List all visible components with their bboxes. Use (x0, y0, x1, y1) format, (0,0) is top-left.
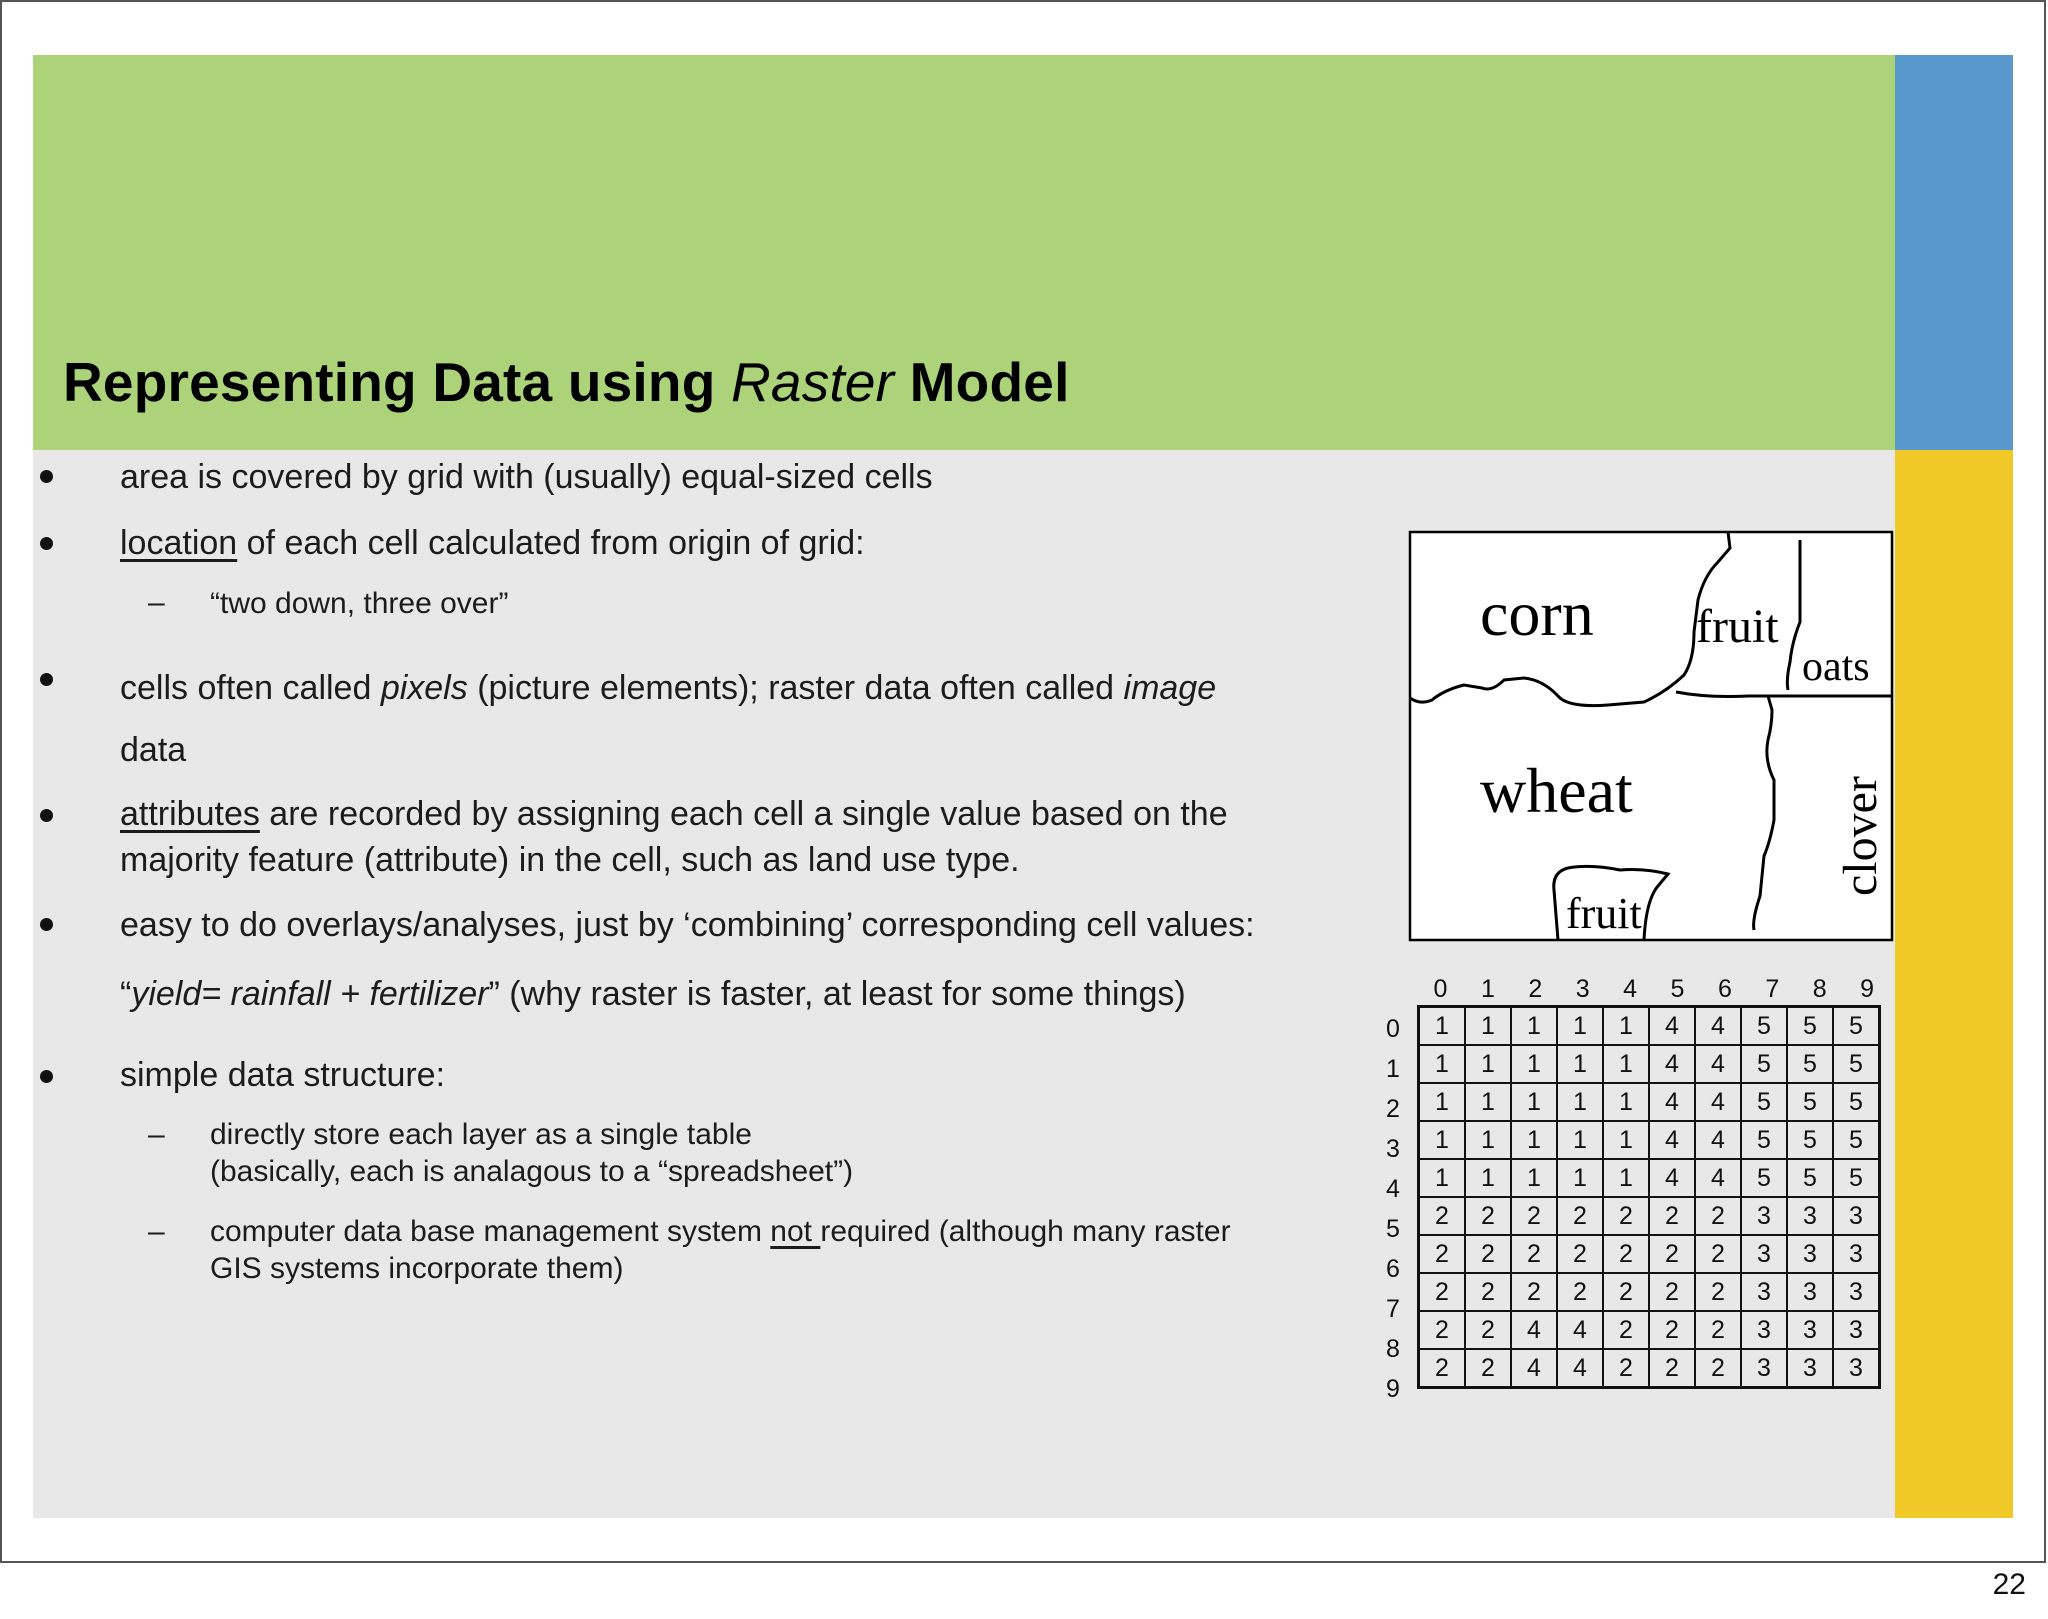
raster-cell: 2 (1465, 1197, 1511, 1235)
bullet-pixels (120, 666, 1216, 711)
raster-cell: 1 (1465, 1121, 1511, 1159)
raster-cell: 4 (1511, 1349, 1557, 1388)
attributes-term: attributes (120, 795, 260, 833)
raster-cell: 4 (1649, 1007, 1695, 1046)
raster-cell: 1 (1511, 1121, 1557, 1159)
bullet-attributes-line2: majority feature (attribute) in the cell, such as land use type. (120, 841, 1020, 879)
raster-cell: 2 (1695, 1235, 1741, 1273)
label-corn: corn (1480, 578, 1594, 649)
raster-row (1419, 1045, 1880, 1083)
raster-cell: 4 (1649, 1159, 1695, 1197)
raster-cell: 2 (1603, 1235, 1649, 1273)
sub-dash: – (148, 1118, 165, 1151)
raster-cell: 2 (1603, 1311, 1649, 1349)
row-header: 2 (1386, 1095, 1400, 1123)
raster-cell: 5 (1833, 1045, 1880, 1083)
sub-dbms-text-a: computer data base management system (210, 1215, 771, 1248)
raster-cell: 5 (1833, 1083, 1880, 1121)
raster-cell: 5 (1741, 1159, 1787, 1197)
raster-cell: 4 (1695, 1121, 1741, 1159)
raster-cell: 4 (1649, 1121, 1695, 1159)
raster-cell: 2 (1603, 1349, 1649, 1388)
column-header: 7 (1765, 975, 1780, 1003)
raster-cell: 2 (1419, 1235, 1466, 1273)
raster-cell: 5 (1741, 1007, 1787, 1046)
raster-cell: 2 (1511, 1235, 1557, 1273)
raster-cell: 3 (1741, 1273, 1787, 1311)
raster-cell: 5 (1741, 1121, 1787, 1159)
column-header: 6 (1717, 975, 1732, 1003)
raster-cell: 5 (1787, 1083, 1833, 1121)
raster-cell: 1 (1603, 1007, 1649, 1046)
bullet-dot (40, 1070, 53, 1083)
column-header: 2 (1528, 975, 1543, 1003)
column-header: 1 (1480, 975, 1495, 1003)
bullet-dot (40, 918, 53, 931)
raster-cell: 3 (1833, 1273, 1880, 1311)
raster-row (1419, 1197, 1880, 1235)
raster-cell: 1 (1419, 1159, 1466, 1197)
sub-two-down: “two down, three over” (210, 587, 509, 620)
column-header: 3 (1575, 975, 1590, 1003)
sub-dbms-line2: GIS systems incorporate them) (210, 1252, 624, 1285)
raster-cell: 1 (1557, 1159, 1603, 1197)
raster-cell: 2 (1419, 1311, 1466, 1349)
land-use-map (1408, 530, 1894, 942)
raster-cell: 4 (1695, 1083, 1741, 1121)
column-header: 4 (1623, 975, 1638, 1003)
bullet-yield (120, 972, 1186, 1017)
row-header: 1 (1386, 1055, 1400, 1083)
bullet-location (120, 521, 865, 566)
raster-table (1417, 1005, 1881, 1389)
raster-cell: 3 (1787, 1197, 1833, 1235)
accent-bar-blue (1895, 55, 2013, 450)
row-header: 5 (1386, 1215, 1400, 1243)
raster-cell: 4 (1511, 1311, 1557, 1349)
column-header: 9 (1860, 975, 1875, 1003)
raster-row (1419, 1007, 1880, 1046)
raster-cell: 2 (1419, 1197, 1466, 1235)
raster-cell: 1 (1603, 1083, 1649, 1121)
raster-cell: 1 (1419, 1083, 1466, 1121)
raster-cell: 1 (1511, 1083, 1557, 1121)
raster-cell: 1 (1465, 1159, 1511, 1197)
raster-cell: 2 (1649, 1349, 1695, 1388)
raster-cell: 1 (1511, 1159, 1557, 1197)
raster-cell: 3 (1787, 1273, 1833, 1311)
raster-cell: 3 (1833, 1235, 1880, 1273)
raster-cell: 2 (1695, 1197, 1741, 1235)
title-part1: Representing Data using (63, 351, 731, 413)
bullet-location-text: of each cell calculated from origin of grid: (237, 524, 865, 562)
raster-cell: 2 (1695, 1273, 1741, 1311)
raster-cell: 1 (1511, 1045, 1557, 1083)
bullet-pixels-text-a: cells often called (120, 669, 381, 707)
raster-row (1419, 1121, 1880, 1159)
raster-cell: 2 (1649, 1197, 1695, 1235)
raster-cell: 4 (1557, 1349, 1603, 1388)
raster-cell: 1 (1603, 1121, 1649, 1159)
sub-dbms-text-b: required (although many raster (820, 1215, 1231, 1248)
row-header: 3 (1386, 1135, 1400, 1163)
raster-cell: 5 (1833, 1007, 1880, 1046)
row-header: 4 (1386, 1175, 1400, 1203)
row-header: 6 (1386, 1255, 1400, 1283)
raster-cell: 3 (1833, 1349, 1880, 1388)
bullet-dot (40, 673, 53, 686)
row-header: 8 (1386, 1335, 1400, 1363)
location-term: location (120, 524, 238, 562)
raster-cell: 2 (1603, 1273, 1649, 1311)
sub-dbms (210, 1213, 1231, 1250)
raster-cell: 1 (1603, 1159, 1649, 1197)
raster-row (1419, 1311, 1880, 1349)
bullet-attributes-text: are recorded by assigning each cell a single value based on the (259, 795, 1228, 833)
raster-cell: 2 (1511, 1197, 1557, 1235)
raster-cell: 3 (1741, 1235, 1787, 1273)
raster-cell: 2 (1649, 1235, 1695, 1273)
raster-cell: 2 (1557, 1273, 1603, 1311)
sub-single-table-line2: (basically, each is analagous to a “spreadsheet”) (210, 1155, 854, 1188)
raster-cell: 2 (1649, 1311, 1695, 1349)
raster-cell: 1 (1557, 1045, 1603, 1083)
label-clover: clover (1834, 776, 1887, 896)
label-wheat: wheat (1480, 755, 1633, 826)
bullet-simple-structure: simple data structure: (120, 1056, 446, 1094)
raster-cell: 3 (1741, 1197, 1787, 1235)
bullet-dot (40, 809, 53, 822)
raster-cell: 2 (1465, 1235, 1511, 1273)
yield-rest: ” (why raster is faster, at least for some things) (488, 975, 1186, 1013)
sub-single-table: directly store each layer as a single table (210, 1118, 752, 1151)
image-term: image (1123, 669, 1217, 707)
raster-cell: 4 (1649, 1045, 1695, 1083)
raster-cell: 3 (1787, 1349, 1833, 1388)
raster-cell: 1 (1511, 1007, 1557, 1046)
raster-cell: 5 (1833, 1121, 1880, 1159)
raster-cell: 4 (1695, 1045, 1741, 1083)
bullet-attributes (120, 792, 1228, 837)
label-fruit-top: fruit (1696, 600, 1779, 653)
bullet-grid-cells: area is covered by grid with (usually) equal-sized cells (120, 458, 933, 496)
label-oats: oats (1802, 644, 1870, 690)
pixels-term: pixels (380, 669, 468, 707)
raster-cell: 2 (1465, 1349, 1511, 1388)
accent-bar-yellow (1895, 450, 2013, 1518)
column-header: 5 (1670, 975, 1685, 1003)
column-header: 8 (1812, 975, 1827, 1003)
sub-dash: – (148, 1215, 165, 1248)
column-header: 0 (1433, 975, 1448, 1003)
raster-cell: 3 (1787, 1235, 1833, 1273)
raster-cell: 4 (1695, 1007, 1741, 1046)
raster-cell: 1 (1419, 1007, 1466, 1046)
raster-cell: 5 (1741, 1045, 1787, 1083)
raster-row (1419, 1349, 1880, 1388)
raster-cell: 5 (1787, 1159, 1833, 1197)
raster-cell: 3 (1787, 1311, 1833, 1349)
yield-formula: yield= rainfall + fertilizer (131, 975, 489, 1013)
raster-row (1419, 1083, 1880, 1121)
raster-cell: 2 (1603, 1197, 1649, 1235)
raster-row (1419, 1235, 1880, 1273)
bullet-pixels-line2: data (120, 731, 187, 769)
raster-cell: 2 (1557, 1197, 1603, 1235)
bullet-pixels-text-b: (picture elements); raster data often called (467, 669, 1124, 707)
raster-cell: 3 (1833, 1197, 1880, 1235)
raster-cell: 2 (1419, 1349, 1466, 1388)
raster-cell: 3 (1833, 1311, 1880, 1349)
raster-cell: 3 (1741, 1349, 1787, 1388)
row-header: 9 (1386, 1375, 1400, 1403)
page-number: 22 (1992, 1568, 2026, 1601)
bullet-dot (40, 470, 53, 483)
raster-cell: 1 (1557, 1121, 1603, 1159)
raster-cell: 2 (1419, 1273, 1466, 1311)
label-fruit-bottom: fruit (1566, 889, 1642, 938)
raster-cell: 1 (1465, 1045, 1511, 1083)
raster-cell: 2 (1557, 1235, 1603, 1273)
raster-cell: 1 (1603, 1045, 1649, 1083)
raster-cell: 1 (1419, 1121, 1466, 1159)
raster-cell: 1 (1557, 1083, 1603, 1121)
yield-quote-open: “ (120, 975, 132, 1013)
raster-cell: 4 (1695, 1159, 1741, 1197)
raster-cell: 1 (1465, 1083, 1511, 1121)
raster-cell: 5 (1741, 1083, 1787, 1121)
raster-cell: 5 (1833, 1159, 1880, 1197)
raster-cell: 4 (1557, 1311, 1603, 1349)
raster-cell: 2 (1511, 1273, 1557, 1311)
raster-cell: 2 (1465, 1273, 1511, 1311)
slide-title (63, 350, 1070, 414)
title-italic: Raster (730, 351, 895, 413)
raster-cell: 1 (1465, 1007, 1511, 1046)
raster-row (1419, 1273, 1880, 1311)
bullet-overlays: easy to do overlays/analyses, just by ‘combining’ corresponding cell values: (120, 906, 1255, 944)
raster-cell: 2 (1649, 1273, 1695, 1311)
raster-cell: 1 (1557, 1007, 1603, 1046)
raster-cell: 4 (1649, 1083, 1695, 1121)
row-header: 0 (1386, 1015, 1400, 1043)
raster-cell: 5 (1787, 1045, 1833, 1083)
raster-cell: 5 (1787, 1007, 1833, 1046)
raster-grid (1380, 975, 1900, 1425)
raster-cell: 5 (1787, 1121, 1833, 1159)
sub-dash: – (148, 586, 165, 619)
bullet-dot (40, 537, 53, 550)
raster-row (1419, 1159, 1880, 1197)
raster-cell: 2 (1695, 1349, 1741, 1388)
raster-cell: 1 (1419, 1045, 1466, 1083)
raster-cell: 2 (1465, 1311, 1511, 1349)
row-header: 7 (1386, 1295, 1400, 1323)
not-term: not (770, 1215, 821, 1248)
raster-cell: 2 (1695, 1311, 1741, 1349)
raster-cell: 3 (1741, 1311, 1787, 1349)
title-part2: Model (894, 351, 1070, 413)
